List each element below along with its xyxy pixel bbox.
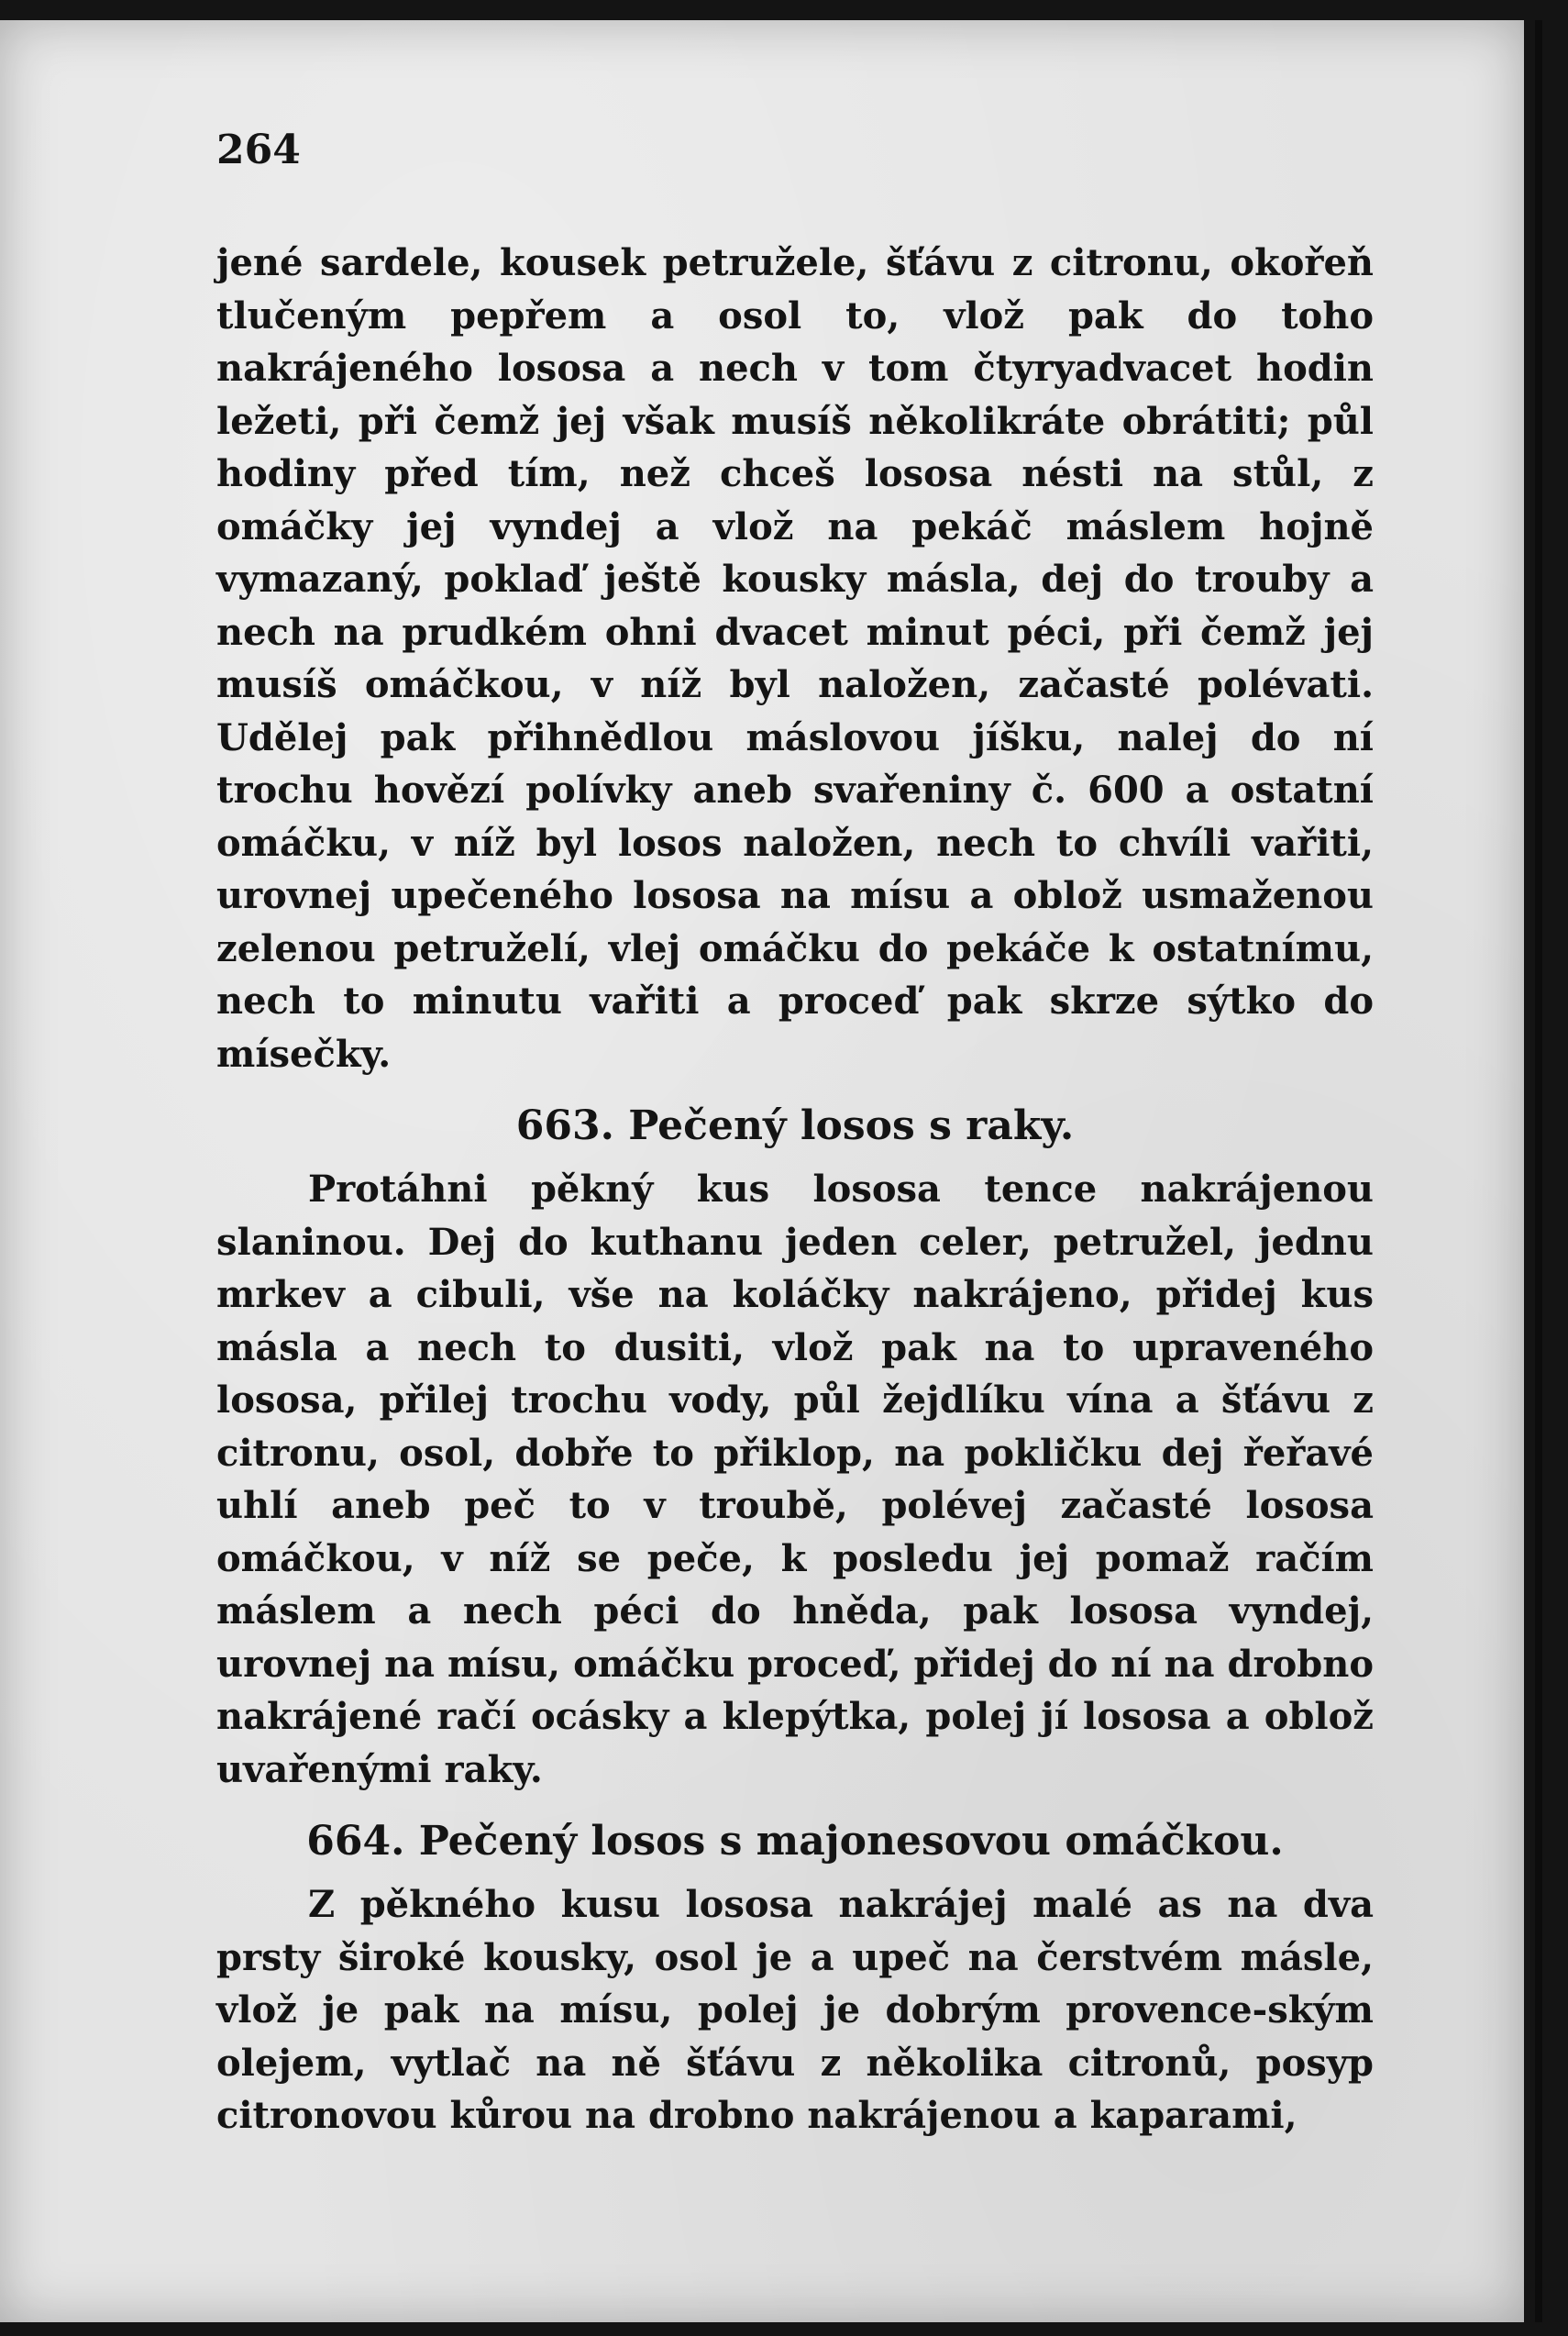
page-number: 264 [216,127,301,173]
recipe-664-paragraph: Z pěkného kusu lososa nakrájej malé as na dva prsty široké kousky, osol je a upeč na čerstvém másle, vlož je pak na mísu, polej je dobrým provence-ským olejem, vytlač na ně šťávu z několika citronů, posyp citronovou kůrou na drobno nakrájenou a kaparami, [216,1883,1374,2137]
page-edge-shadow [1535,20,1542,2322]
page-text [216,128,1374,2142]
recipe-heading-664: 664. Pečený losos s majonesovou omáčkou. [306,1818,1284,1865]
recipe-663-paragraph: Protáhni pěkný kus lososa tence nakrájenou slaninou. Dej do kuthanu jeden celer, petružel, jednu mrkev a cibuli, vše na koláčky nakrájeno, přidej kus másla a nech to dusiti, vlož pak na to upraveného lososa, přilej trochu vody, půl žejdlíku vína a šťávu z citronu, osol, dobře to přiklop, na pokličku dej řeřavé uhlí aneb peč to v troubě, polévej začasté lososa omáčkou, v níž se peče, k posledu jej pomaž račím máslem a nech péci do hněda, pak lososa vyndej, urovnej na mísu, omáčku proceď, přidej do ní na drobno nakrájené račí ocásky a klepýtka, polej jí lososa a oblož uvařenými raky. [216,1168,1374,1791]
recipe-heading-663: 663. Pečený losos s raky. [515,1102,1075,1149]
recipe-continuation-paragraph: jené sardele, kousek petružele, šťávu z citronu, okořeň tlučeným pepřem a osol to, vlož pak do toho nakrájeného lososa a nech v tom čtyryadvacet hodin ležeti, při čemž jej však musíš několikráte obrátiti; půl hodiny před tím, než chceš lososa nésti na stůl, z omáčky jej vyndej a vlož na pekáč máslem hojně vymazaný, poklaď ještě kousky másla, dej do trouby a nech na prudkém ohni dvacet minut péci, při čemž jej musíš omáčkou, v níž byl naložen, začasté polévati. Udělej pak přihnědlou máslovou jíšku, nalej do ní trochu hovězí polívky aneb svařeniny č. 600 a ostatní omáčku, v níž byl losos naložen, nech to chvíli vařiti, urovnej upečeného lososa na mísu a oblož usmaženou zelenou petruželí, vlej omáčku do pekáče k ostatnímu, nech to minutu vařiti a proceď pak skrze sýtko do mísečky. [216,241,1374,1076]
